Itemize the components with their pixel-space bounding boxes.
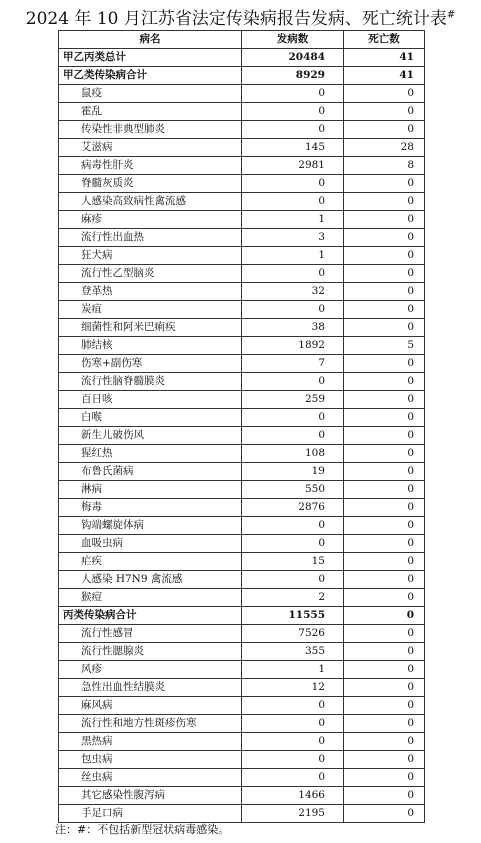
disease-name-cell: 流行性腮腺炎 [59,643,242,661]
disease-name-cell: 麻风病 [59,697,242,715]
footnote: 注：#：不包括新型冠状病毒感染。 [55,823,230,836]
disease-name-cell: 人感染 H7N9 禽流感 [59,571,242,589]
deaths-cell: 0 [344,409,425,427]
disease-name-cell: 手足口病 [59,805,242,823]
disease-name-cell: 鼠疫 [59,85,242,103]
disease-name-cell: 丝虫病 [59,769,242,787]
table-row [59,553,425,571]
cases-cell: 0 [242,535,344,553]
table-row [59,49,425,67]
cases-cell: 259 [242,391,344,409]
deaths-cell: 0 [344,733,425,751]
cases-cell: 550 [242,481,344,499]
cases-cell: 2981 [242,157,344,175]
disease-name-cell: 流行性脑脊髓膜炎 [59,373,242,391]
deaths-cell: 41 [344,67,425,85]
cases-cell: 1 [242,211,344,229]
disease-name-cell: 其它感染性腹泻病 [59,787,242,805]
table-row [59,517,425,535]
cases-cell: 0 [242,193,344,211]
column-header-disease: 病名 [59,31,242,49]
cases-cell: 2 [242,589,344,607]
deaths-cell: 0 [344,319,425,337]
cases-cell: 145 [242,139,344,157]
deaths-cell: 8 [344,157,425,175]
table-row [59,157,425,175]
cases-cell: 0 [242,427,344,445]
table-row [59,643,425,661]
table-row [59,85,425,103]
disease-name-cell: 登革热 [59,283,242,301]
deaths-cell: 0 [344,517,425,535]
disease-name-cell: 麻疹 [59,211,242,229]
deaths-cell: 0 [344,805,425,823]
cases-cell: 0 [242,85,344,103]
deaths-cell: 41 [344,49,425,67]
deaths-cell: 0 [344,391,425,409]
title-footnote-mark: # [446,9,456,21]
table-row [59,463,425,481]
disease-name-cell: 黑热病 [59,733,242,751]
table-row [59,373,425,391]
deaths-cell: 0 [344,283,425,301]
deaths-cell: 0 [344,499,425,517]
table-row [59,679,425,697]
table-row [59,787,425,805]
table-row [59,751,425,769]
cases-cell: 1892 [242,337,344,355]
disease-name-cell: 急性出血性结膜炎 [59,679,242,697]
cases-cell: 0 [242,265,344,283]
table-row [59,139,425,157]
disease-name-cell: 流行性感冒 [59,625,242,643]
deaths-cell: 0 [344,787,425,805]
table-row [59,769,425,787]
disease-name-cell: 风疹 [59,661,242,679]
deaths-cell: 5 [344,337,425,355]
disease-name-cell: 脊髓灰质炎 [59,175,242,193]
deaths-cell: 0 [344,85,425,103]
disease-name-cell: 布鲁氏菌病 [59,463,242,481]
disease-name-cell: 甲乙丙类总计 [59,49,242,67]
cases-cell: 15 [242,553,344,571]
disease-name-cell: 血吸虫病 [59,535,242,553]
disease-name-cell: 炭疽 [59,301,242,319]
table-row [59,175,425,193]
disease-name-cell: 传染性非典型肺炎 [59,121,242,139]
deaths-cell: 0 [344,769,425,787]
deaths-cell: 0 [344,589,425,607]
disease-name-cell: 细菌性和阿米巴痢疾 [59,319,242,337]
deaths-cell: 0 [344,463,425,481]
table-row [59,229,425,247]
cases-cell: 0 [242,697,344,715]
table-row [59,391,425,409]
disease-name-cell: 甲乙类传染病合计 [59,67,242,85]
table-row [59,571,425,589]
deaths-cell: 0 [344,661,425,679]
table-title-text: 2024 年 10 月江苏省法定传染病报告发病、死亡统计表 [25,9,447,29]
disease-name-cell: 流行性和地方性斑疹伤寒 [59,715,242,733]
cases-cell: 0 [242,409,344,427]
deaths-cell: 0 [344,679,425,697]
table-row [59,265,425,283]
cases-cell: 0 [242,751,344,769]
disease-name-cell: 包虫病 [59,751,242,769]
cases-cell: 38 [242,319,344,337]
cases-cell: 8929 [242,67,344,85]
table-header [59,31,425,49]
table-row [59,607,425,625]
cases-cell: 0 [242,103,344,121]
table-row [59,499,425,517]
disease-name-cell: 新生儿破伤风 [59,427,242,445]
cases-cell: 7526 [242,625,344,643]
deaths-cell: 0 [344,265,425,283]
table-row [59,535,425,553]
deaths-cell: 0 [344,427,425,445]
deaths-cell: 0 [344,301,425,319]
deaths-cell: 0 [344,103,425,121]
table-row [59,805,425,823]
cases-cell: 355 [242,643,344,661]
deaths-cell: 0 [344,121,425,139]
column-header-cases: 发病数 [242,31,344,49]
deaths-cell: 0 [344,643,425,661]
deaths-cell: 0 [344,607,425,625]
cases-cell: 20484 [242,49,344,67]
deaths-cell: 0 [344,355,425,373]
cases-cell: 0 [242,571,344,589]
table-row [59,589,425,607]
header-row [59,31,425,49]
disease-name-cell: 疟疾 [59,553,242,571]
disease-name-cell: 猴痘 [59,589,242,607]
deaths-cell: 0 [344,751,425,769]
disease-name-cell: 肺结核 [59,337,242,355]
table-row [59,319,425,337]
cases-cell: 19 [242,463,344,481]
deaths-cell: 0 [344,211,425,229]
deaths-cell: 0 [344,571,425,589]
cases-cell: 0 [242,769,344,787]
cases-cell: 1 [242,247,344,265]
disease-name-cell: 狂犬病 [59,247,242,265]
disease-name-cell: 霍乱 [59,103,242,121]
cases-cell: 12 [242,679,344,697]
table-row [59,121,425,139]
disease-name-cell: 梅毒 [59,499,242,517]
cases-cell: 1 [242,661,344,679]
deaths-cell: 0 [344,229,425,247]
cases-cell: 108 [242,445,344,463]
table-row [59,337,425,355]
table-row [59,661,425,679]
cases-cell: 7 [242,355,344,373]
deaths-cell: 0 [344,625,425,643]
disease-name-cell: 流行性乙型脑炎 [59,265,242,283]
deaths-cell: 0 [344,373,425,391]
disease-name-cell: 白喉 [59,409,242,427]
deaths-cell: 28 [344,139,425,157]
cases-cell: 0 [242,733,344,751]
disease-name-cell: 猩红热 [59,445,242,463]
table-row [59,715,425,733]
table-title [0,4,481,29]
disease-name-cell: 流行性出血热 [59,229,242,247]
cases-cell: 0 [242,373,344,391]
disease-name-cell: 病毒性肝炎 [59,157,242,175]
disease-name-cell: 淋病 [59,481,242,499]
table-row [59,445,425,463]
table-row [59,301,425,319]
table-row [59,733,425,751]
cases-cell: 0 [242,517,344,535]
statistics-table [58,30,425,823]
table-row [59,67,425,85]
cases-cell: 32 [242,283,344,301]
table-row [59,409,425,427]
cases-cell: 0 [242,121,344,139]
table-row [59,247,425,265]
cases-cell: 1466 [242,787,344,805]
cases-cell: 0 [242,175,344,193]
disease-name-cell: 艾滋病 [59,139,242,157]
disease-name-cell: 人感染高致病性禽流感 [59,193,242,211]
table-row [59,697,425,715]
table-body [59,49,425,823]
deaths-cell: 0 [344,247,425,265]
disease-name-cell: 伤寒+副伤寒 [59,355,242,373]
deaths-cell: 0 [344,481,425,499]
cases-cell: 11555 [242,607,344,625]
deaths-cell: 0 [344,553,425,571]
table-row [59,211,425,229]
table-row [59,193,425,211]
deaths-cell: 0 [344,715,425,733]
cases-cell: 2876 [242,499,344,517]
disease-name-cell: 丙类传染病合计 [59,607,242,625]
deaths-cell: 0 [344,535,425,553]
table-row [59,355,425,373]
deaths-cell: 0 [344,697,425,715]
cases-cell: 3 [242,229,344,247]
deaths-cell: 0 [344,175,425,193]
cases-cell: 2195 [242,805,344,823]
deaths-cell: 0 [344,445,425,463]
table-row [59,283,425,301]
table-row [59,625,425,643]
disease-name-cell: 钩端螺旋体病 [59,517,242,535]
cases-cell: 0 [242,715,344,733]
disease-name-cell: 百日咳 [59,391,242,409]
cases-cell: 0 [242,301,344,319]
table-row [59,481,425,499]
table-row [59,103,425,121]
column-header-deaths: 死亡数 [344,31,425,49]
deaths-cell: 0 [344,193,425,211]
table-row [59,427,425,445]
